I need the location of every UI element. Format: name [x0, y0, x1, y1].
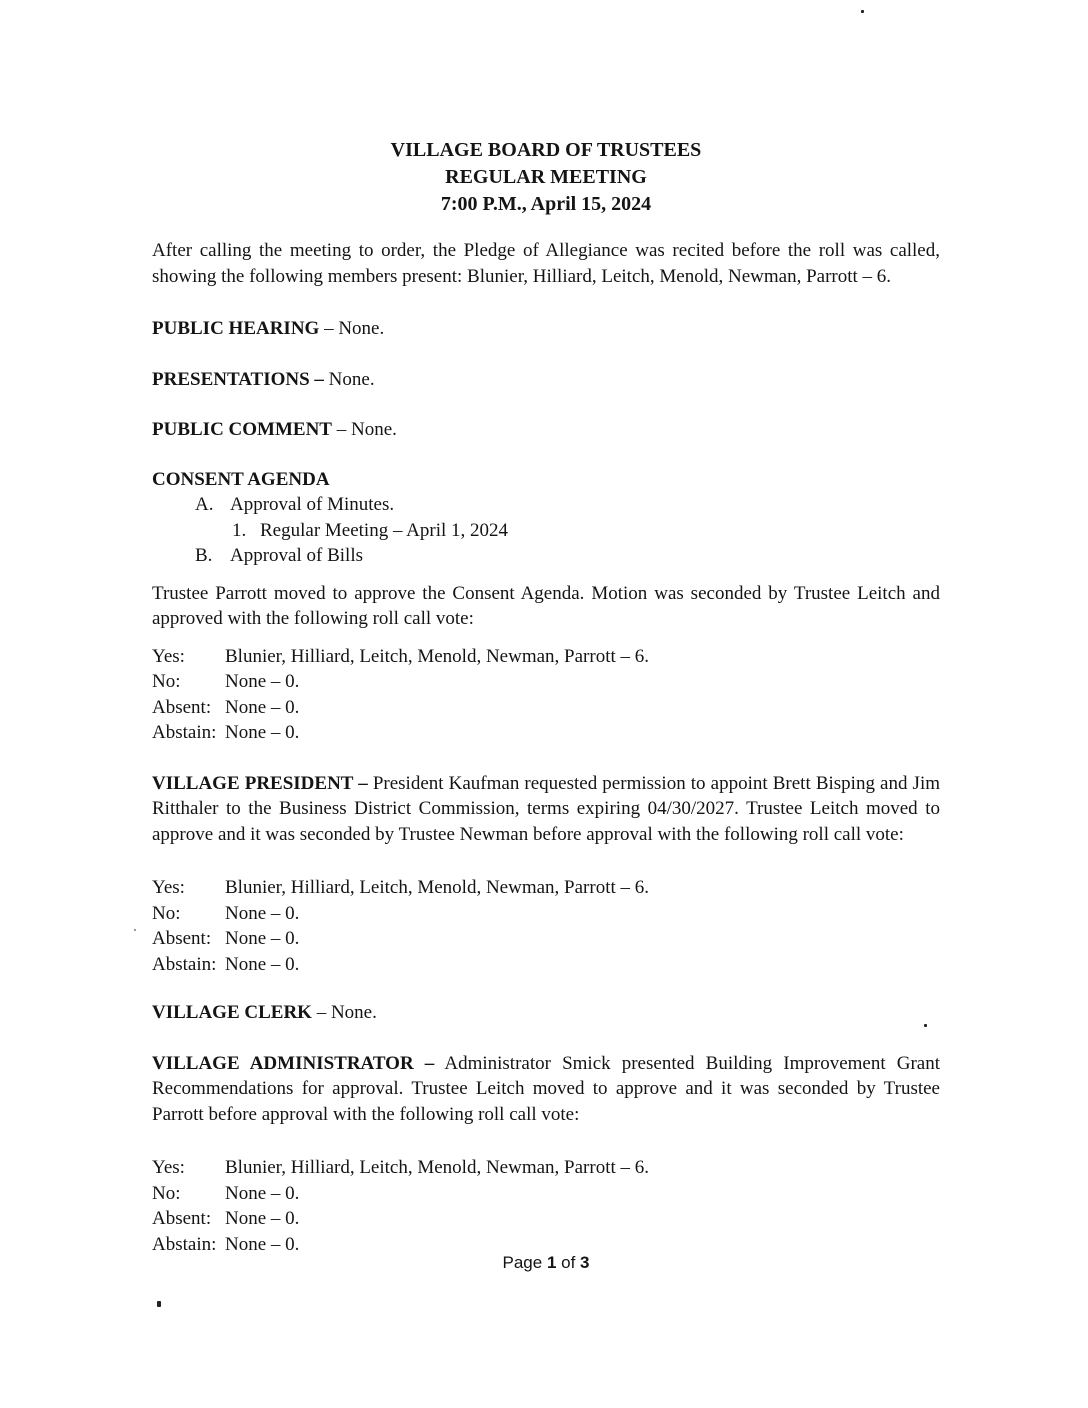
- consent-item-b-text: Approval of Bills: [230, 545, 363, 566]
- roll-call-absent-value: None – 0.: [225, 696, 300, 718]
- roll-call-yes-label: Yes:: [152, 645, 185, 667]
- consent-item-a1-text: Regular Meeting – April 1, 2024: [260, 519, 509, 541]
- section-public-comment-value: – None.: [331, 419, 397, 440]
- scan-artifact: [134, 929, 136, 931]
- title-line-datetime: 7:00 P.M., April 15, 2024: [440, 193, 652, 215]
- roll-call-no-value: None – 0.: [225, 1182, 300, 1204]
- roll-call-row-yes: [152, 644, 940, 670]
- section-village-clerk: [152, 1000, 940, 1026]
- footer-total-pages: 3: [580, 1253, 590, 1272]
- roll-call-abstain-value: None – 0.: [225, 953, 300, 975]
- section-public-hearing-value: – None.: [319, 318, 385, 339]
- roll-call-yes-label: Yes:: [152, 1157, 185, 1178]
- roll-call-no-value: None – 0.: [225, 902, 300, 924]
- consent-item-a1-marker: 1.: [232, 519, 247, 541]
- roll-call-absent-value: None – 0.: [225, 928, 300, 949]
- scan-artifact: [157, 1301, 161, 1307]
- roll-call-row-absent: [152, 1206, 940, 1232]
- roll-call-abstain-label: Abstain:: [152, 1233, 217, 1255]
- consent-item-a-marker: A.: [195, 494, 214, 515]
- consent-item-a-text: Approval of Minutes.: [230, 494, 395, 515]
- consent-agenda-heading: CONSENT AGENDA: [152, 468, 330, 490]
- roll-call-no-value: None – 0.: [225, 671, 300, 692]
- section-presentations-label: PRESENTATIONS –: [152, 368, 324, 390]
- roll-call-no-label: No:: [152, 1182, 181, 1204]
- village-president-text: President Kaufman requested permission to appoint Brett Bisping and Jim Ritthaler to the Business District Commission, terms expiring 04/30/2027. Trustee Leitch moved to approve and it was seconded by Trustee Newman before approval with the following roll call vote:: [152, 772, 941, 845]
- section-public-comment: [152, 417, 940, 443]
- section-village-administrator: [152, 1051, 940, 1128]
- roll-call-absent-label: Absent:: [152, 696, 212, 718]
- consent-item-a1: [152, 518, 940, 544]
- document-content: [152, 137, 940, 1274]
- section-public-hearing: [152, 316, 940, 342]
- consent-item-b-marker: B.: [195, 545, 213, 566]
- roll-call-row-yes: [152, 1155, 940, 1181]
- consent-motion-paragraph: [152, 581, 940, 632]
- roll-call-no-label: No:: [152, 671, 181, 692]
- section-public-hearing-label: PUBLIC HEARING: [152, 318, 320, 339]
- village-administrator-label: VILLAGE ADMINISTRATOR –: [152, 1052, 435, 1074]
- footer-current-page: 1: [546, 1253, 557, 1272]
- section-village-president: [152, 771, 940, 848]
- roll-call-yes-value: Blunier, Hilliard, Leitch, Menold, Newman, Parrott – 6.: [225, 877, 650, 898]
- roll-call-yes-value: Blunier, Hilliard, Leitch, Menold, Newman, Parrott – 6.: [225, 1157, 650, 1178]
- roll-call-absent-label: Absent:: [152, 1208, 212, 1229]
- consent-motion-text: Trustee Parrott moved to approve the Consent Agenda. Motion was seconded by Trustee Leitch and approved with the following roll call vote:: [152, 582, 940, 629]
- consent-item-b: [152, 543, 940, 569]
- consent-item-a: [152, 492, 940, 518]
- roll-call-absent-label: Absent:: [152, 928, 212, 949]
- footer-of-word: of: [556, 1253, 581, 1272]
- section-presentations-value: None.: [323, 368, 375, 390]
- roll-call-no-label: No:: [152, 902, 181, 924]
- roll-call-row-absent: [152, 926, 940, 952]
- intro-text: After calling the meeting to order, the Pledge of Allegiance was recited before the roll was called, showing the following members present: Blunier, Hilliard, Leitch, Menold, Newman, Parrott – 6.: [152, 240, 940, 287]
- scan-artifact: [861, 10, 864, 13]
- document-title: [152, 137, 940, 218]
- roll-call-abstain-label: Abstain:: [152, 953, 217, 975]
- roll-call-consent: [152, 644, 940, 746]
- roll-call-abstain-value: None – 0.: [225, 722, 300, 743]
- roll-call-row-no: [152, 901, 940, 927]
- roll-call-abstain-label: Abstain:: [152, 722, 217, 743]
- village-president-label: VILLAGE PRESIDENT –: [152, 772, 368, 794]
- title-line-meeting-type: REGULAR MEETING: [445, 166, 647, 188]
- roll-call-row-yes: [152, 875, 940, 901]
- village-clerk-label: VILLAGE CLERK: [152, 1002, 312, 1023]
- title-line-org: VILLAGE BOARD OF TRUSTEES: [390, 139, 702, 161]
- roll-call-administrator: [152, 1155, 940, 1257]
- roll-call-president: [152, 875, 940, 977]
- roll-call-abstain-value: None – 0.: [225, 1233, 300, 1255]
- village-administrator-text: Administrator Smick presented Building Improvement Grant Recommendations for approval. Trustee Leitch moved to approve and it was seconded by Trustee Parrott before approval with the following roll call vote:: [152, 1052, 940, 1125]
- roll-call-row-abstain: [152, 720, 940, 746]
- roll-call-row-no: [152, 1181, 940, 1207]
- intro-paragraph: [152, 238, 940, 289]
- section-presentations: [152, 367, 940, 393]
- section-public-comment-label: PUBLIC COMMENT: [152, 419, 332, 440]
- village-clerk-value: – None.: [311, 1002, 377, 1023]
- footer-page-word: Page: [502, 1253, 547, 1272]
- roll-call-row-absent: [152, 695, 940, 721]
- roll-call-row-no: [152, 669, 940, 695]
- roll-call-row-abstain: [152, 952, 940, 978]
- roll-call-yes-value: Blunier, Hilliard, Leitch, Menold, Newman, Parrott – 6.: [225, 645, 650, 667]
- roll-call-absent-value: None – 0.: [225, 1208, 300, 1229]
- roll-call-yes-label: Yes:: [152, 877, 185, 898]
